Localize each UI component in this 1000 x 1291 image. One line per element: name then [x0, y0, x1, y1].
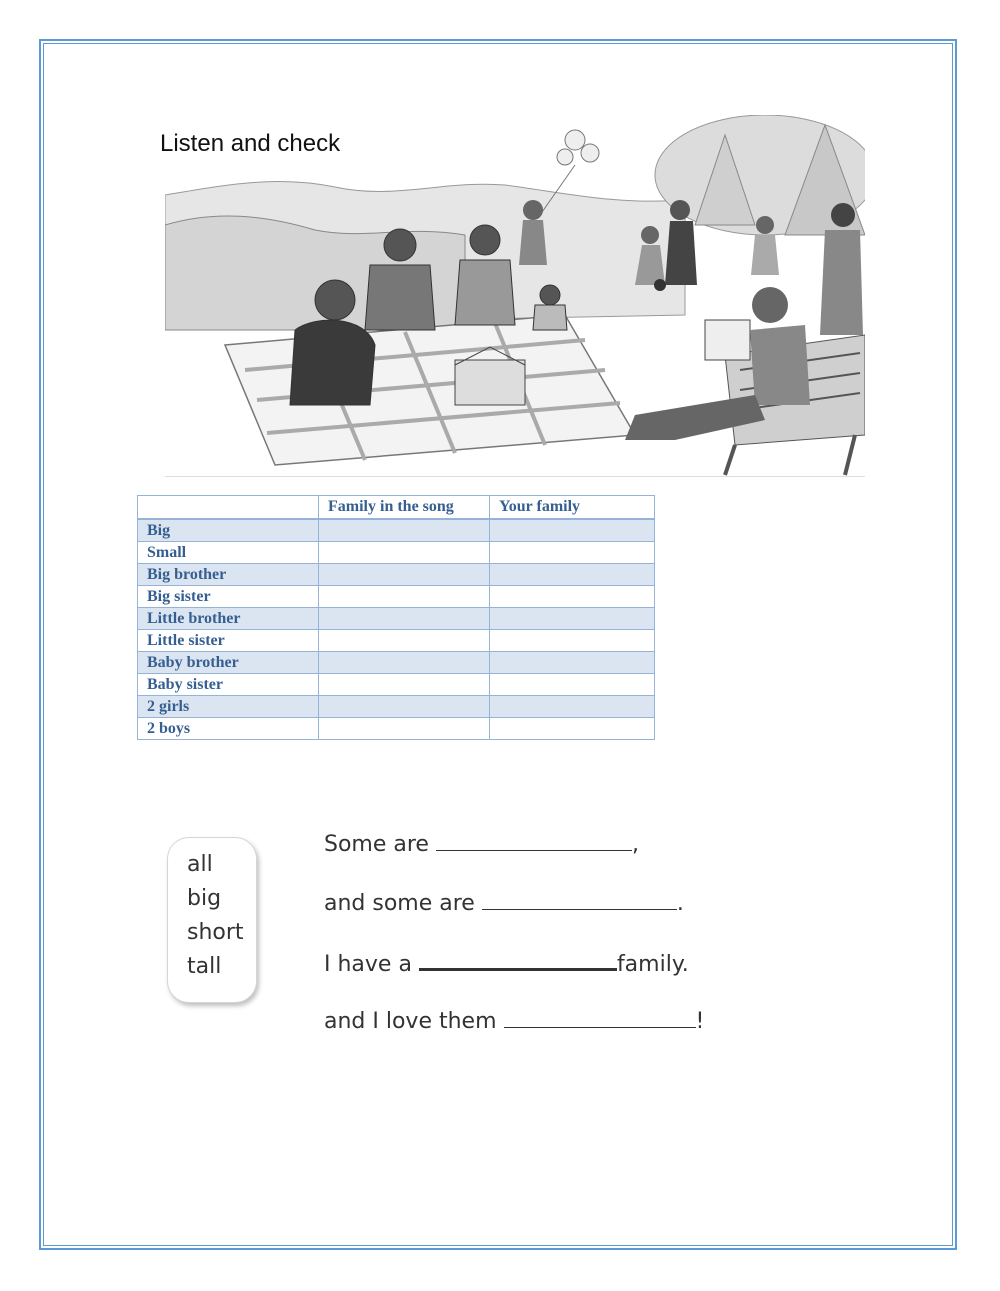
lyric-text: family. [616, 952, 689, 977]
table-header-cell: Family in the song [319, 496, 490, 520]
lyric-line-3 [324, 948, 689, 977]
word-bank-item: short [187, 920, 244, 945]
check-cell[interactable] [319, 586, 490, 608]
check-cell[interactable] [490, 652, 655, 674]
check-cell[interactable] [490, 608, 655, 630]
check-cell[interactable] [490, 630, 655, 652]
check-cell[interactable] [319, 696, 490, 718]
lyric-text: and I love them [324, 1009, 497, 1034]
answer-blank[interactable] [436, 830, 632, 851]
lyric-line-2 [324, 889, 684, 916]
check-cell[interactable] [490, 674, 655, 696]
answer-blank[interactable] [504, 1007, 696, 1028]
row-label: Baby brother [138, 652, 319, 674]
answer-blank[interactable] [482, 889, 677, 910]
check-cell[interactable] [319, 519, 490, 542]
row-label: 2 boys [138, 718, 319, 740]
table-header-cell [138, 496, 319, 520]
table-row [138, 652, 655, 674]
table-header-row [138, 496, 655, 520]
check-cell[interactable] [490, 564, 655, 586]
lyric-text: and some are [324, 891, 475, 916]
check-cell[interactable] [319, 542, 490, 564]
check-cell[interactable] [490, 542, 655, 564]
check-cell[interactable] [319, 564, 490, 586]
row-label: Little sister [138, 630, 319, 652]
check-cell[interactable] [319, 652, 490, 674]
lyric-punctuation: , [631, 832, 639, 857]
check-cell[interactable] [319, 608, 490, 630]
table-row [138, 542, 655, 564]
table-row [138, 564, 655, 586]
check-cell[interactable] [490, 586, 655, 608]
row-label: Small [138, 542, 319, 564]
instruction-title: Listen and check [160, 130, 341, 157]
lyric-punctuation: ! [695, 1009, 705, 1034]
lyric-line-4 [324, 1007, 704, 1034]
check-table [137, 495, 655, 740]
lyric-punctuation: . [676, 891, 684, 916]
check-cell[interactable] [490, 519, 655, 542]
table-header-cell: Your family [490, 496, 655, 520]
row-label: Baby sister [138, 674, 319, 696]
word-bank-item: tall [187, 954, 222, 979]
check-cell[interactable] [319, 718, 490, 740]
row-label: 2 girls [138, 696, 319, 718]
word-bank-item: big [187, 886, 222, 911]
table-row [138, 674, 655, 696]
table-row [138, 608, 655, 630]
row-label: Big [138, 519, 319, 542]
row-label: Little brother [138, 608, 319, 630]
word-bank-item: all [187, 852, 213, 877]
check-cell[interactable] [490, 696, 655, 718]
table-row [138, 630, 655, 652]
table-row [138, 586, 655, 608]
lyric-text: Some are [324, 832, 429, 857]
lyric-text: I have a [324, 952, 412, 977]
answer-blank[interactable] [419, 948, 617, 971]
table-row [138, 696, 655, 718]
lyric-line-1 [324, 830, 639, 857]
row-label: Big sister [138, 586, 319, 608]
check-cell[interactable] [319, 674, 490, 696]
check-cell[interactable] [490, 718, 655, 740]
table-row [138, 519, 655, 542]
picnic-illustration [165, 115, 865, 477]
table-row [138, 718, 655, 740]
word-bank [167, 837, 257, 1003]
row-label: Big brother [138, 564, 319, 586]
check-cell[interactable] [319, 630, 490, 652]
